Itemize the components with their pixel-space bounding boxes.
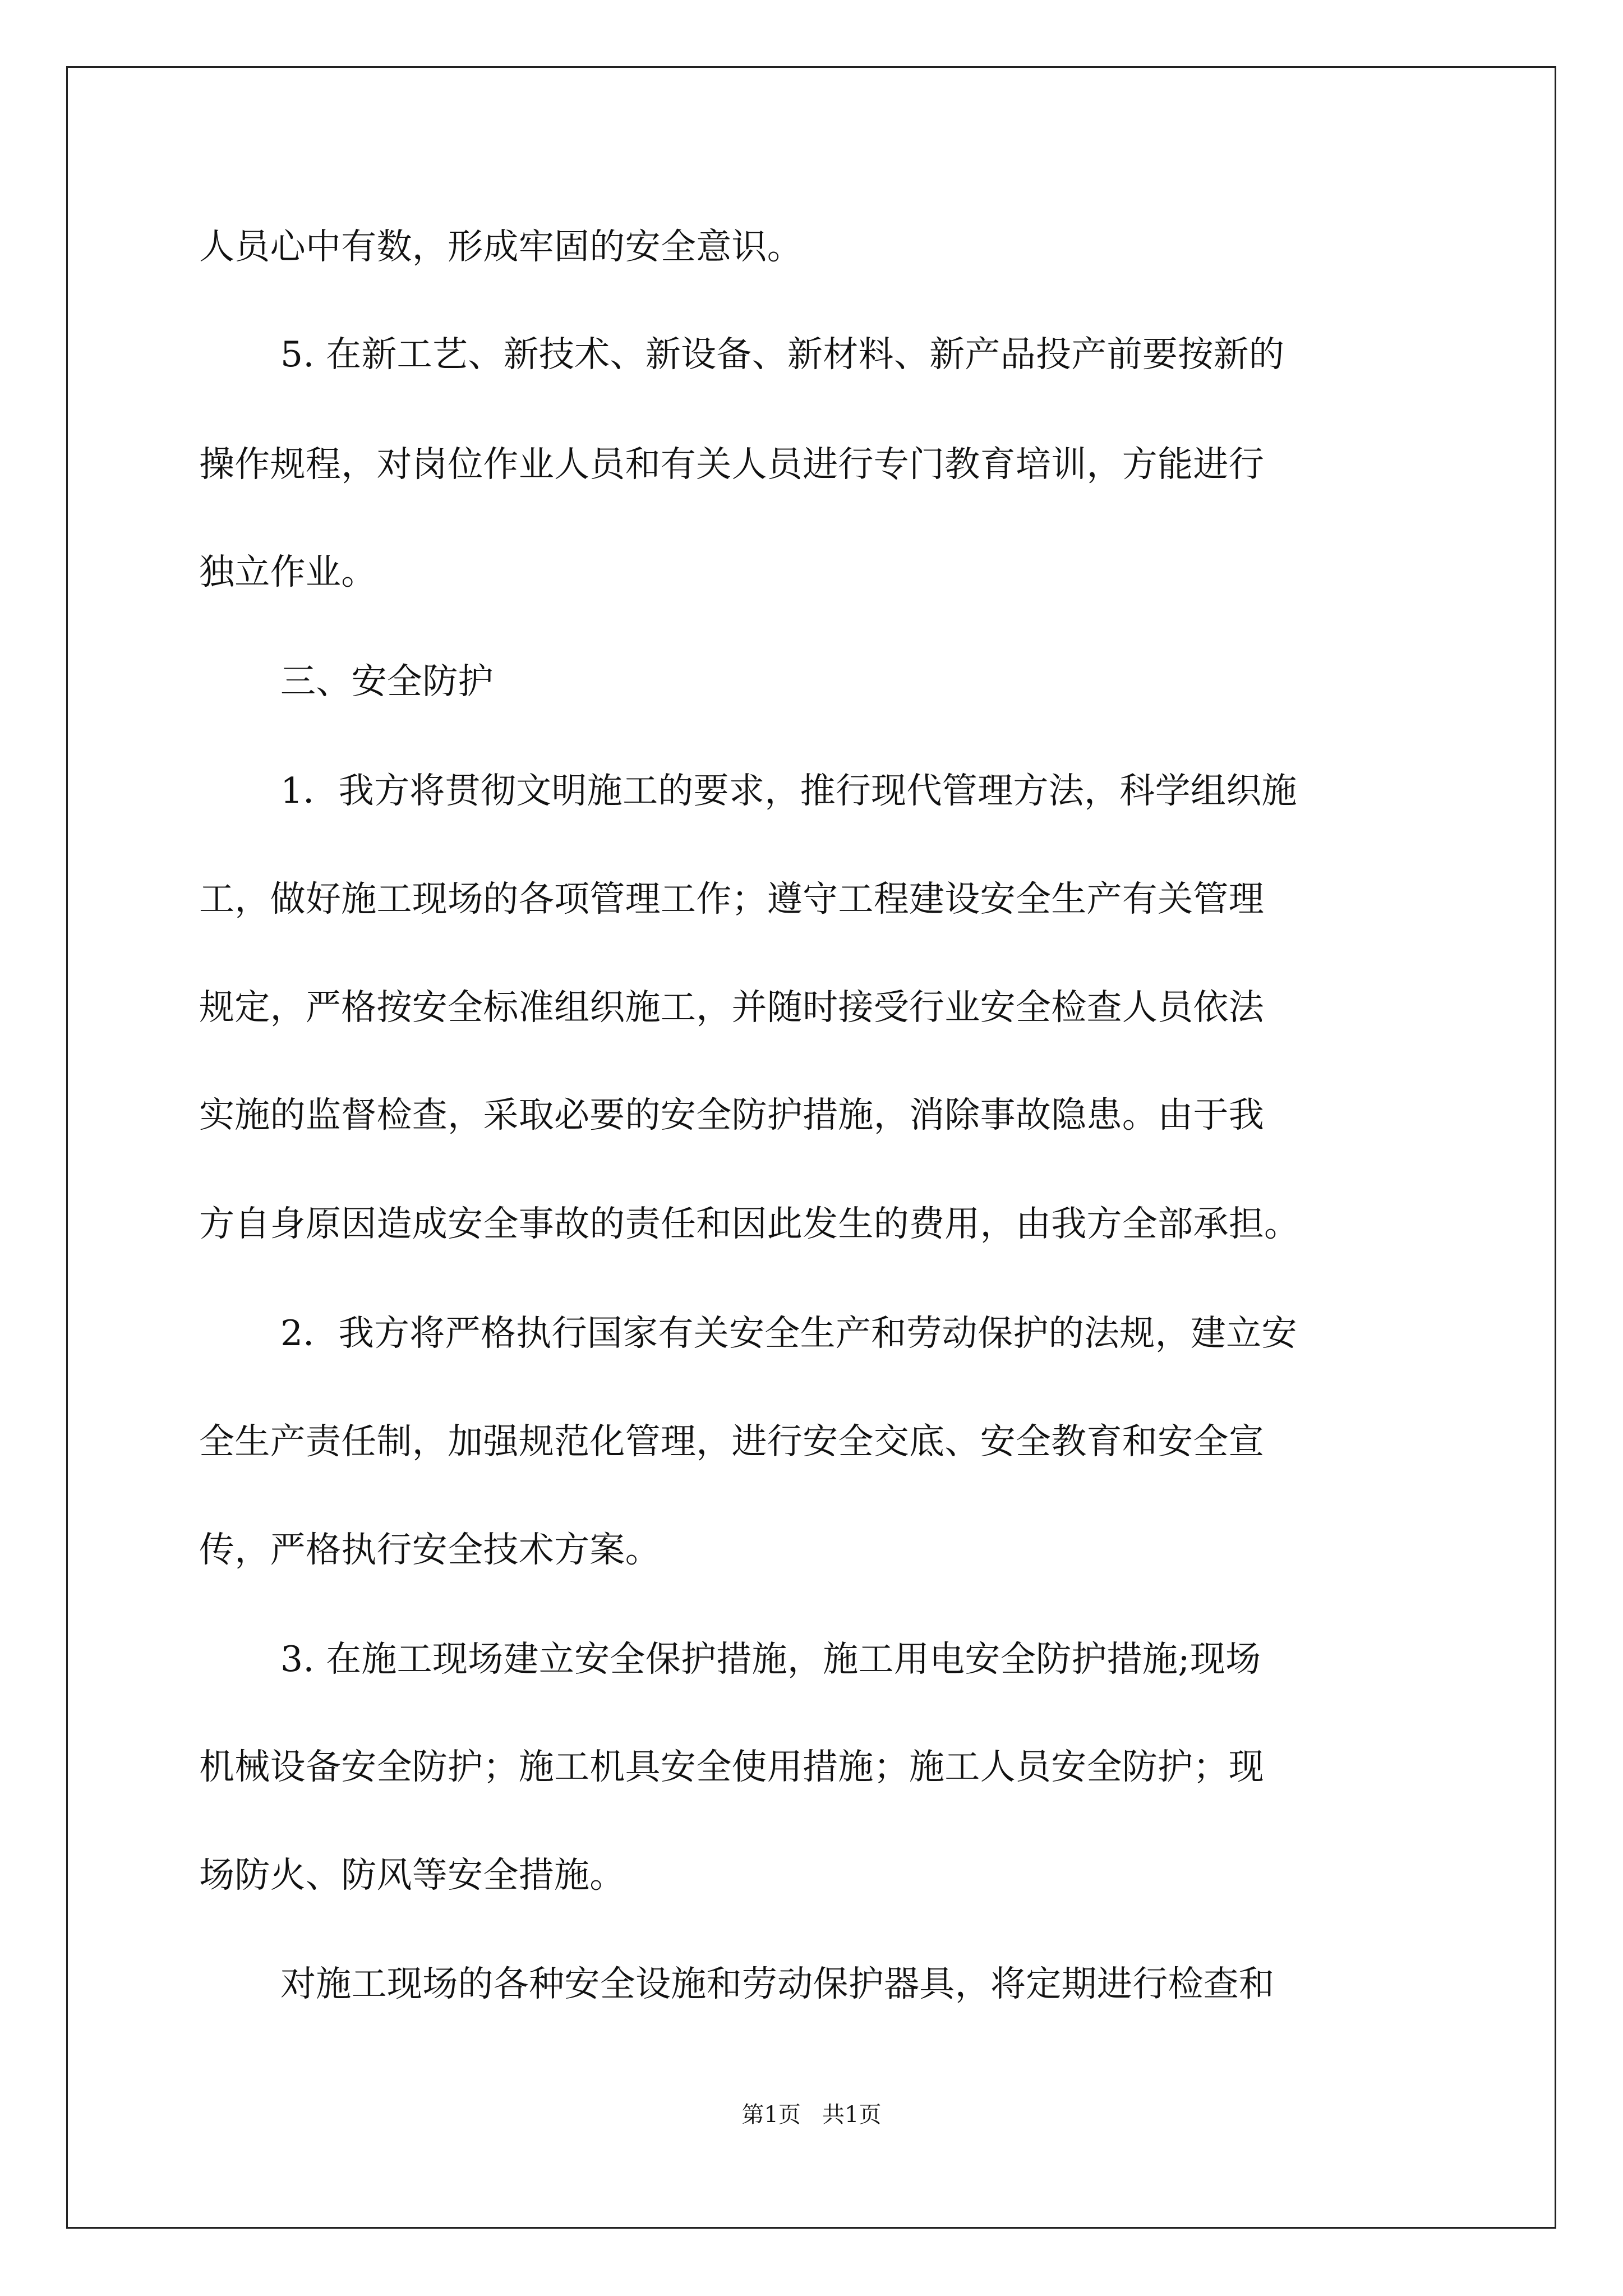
page-footer: 第1页 共1页 [741, 2102, 882, 2128]
text-line-17: 对施工现场的各种安全设施和劳动保护器具，将定期进行检查和 [280, 1963, 1275, 2004]
text-line-2: 5. 在新工艺、新技术、新设备、新材料、新产品投产前要按新的 [280, 334, 1285, 375]
text-line-12: 全生产责任制，加强规范化管理，进行安全交底、安全教育和安全宣 [199, 1421, 1264, 1462]
section-heading: 三、安全防护 [280, 661, 494, 702]
text-line-1: 人员心中有数，形成牢固的安全意识。 [199, 226, 803, 267]
text-line-14: 3. 在施工现场建立安全保护措施，施工用电安全防护措施;现场 [280, 1639, 1261, 1680]
text-line-13: 传，严格执行安全技术方案。 [199, 1529, 661, 1570]
text-line-11: 2．我方将严格执行国家有关安全生产和劳动保护的法规，建立安 [280, 1313, 1297, 1354]
text-line-15: 机械设备安全防护；施工机具安全使用措施；施工人员安全防护；现 [199, 1746, 1264, 1787]
text-line-3: 操作规程，对岗位作业人员和有关人员进行专门教育培训，方能进行 [199, 444, 1264, 485]
text-line-7: 工，做好施工现场的各项管理工作；遵守工程建设安全生产有关管理 [199, 878, 1264, 919]
text-line-8: 规定，严格按安全标准组织施工，并随时接受行业安全检查人员依法 [199, 987, 1264, 1028]
text-line-16: 场防火、防风等安全措施。 [199, 1855, 625, 1895]
page-border [66, 66, 1556, 2229]
text-line-10: 方自身原因造成安全事故的责任和因此发生的费用，由我方全部承担。 [199, 1203, 1300, 1244]
text-line-4: 独立作业。 [199, 551, 377, 592]
text-line-9: 实施的监督检查，采取必要的安全防护措施，消除事故隐患。由于我 [199, 1094, 1264, 1135]
text-line-6: 1．我方将贯彻文明施工的要求，推行现代管理方法，科学组织施 [280, 770, 1297, 811]
